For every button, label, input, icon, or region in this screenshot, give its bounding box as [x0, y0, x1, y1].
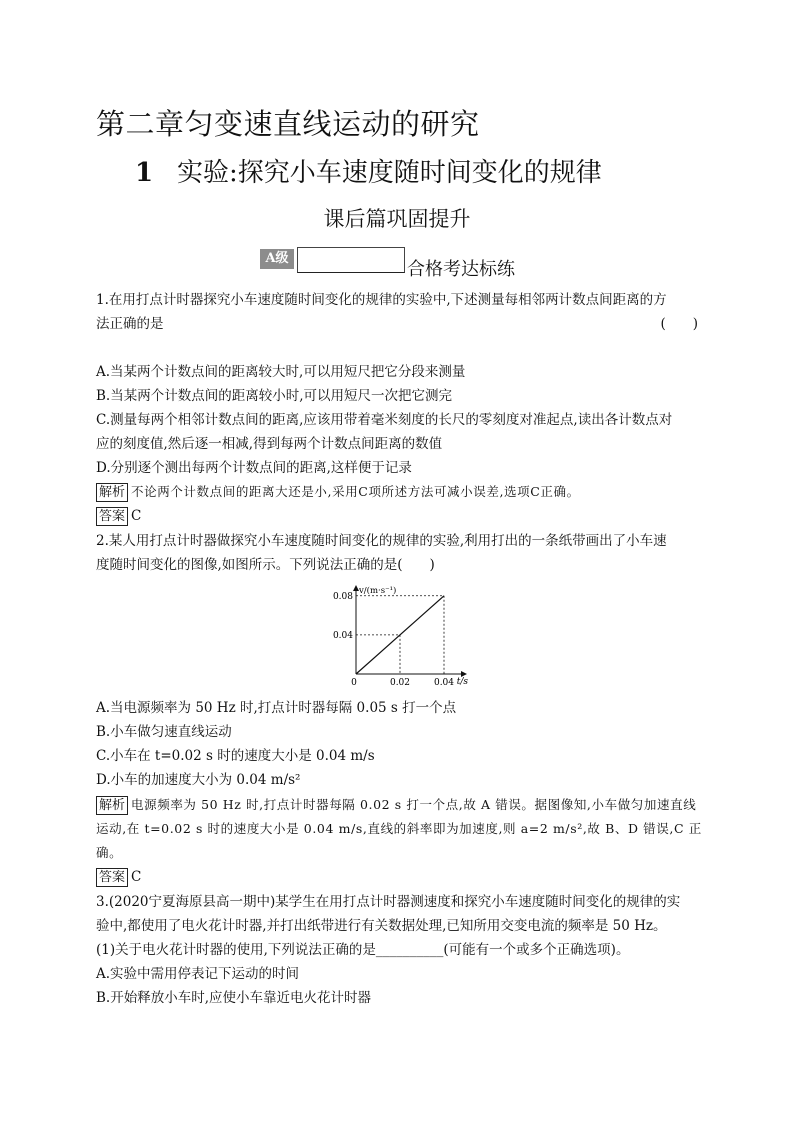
q1-option-a: A.当某两个计数点间的距离较大时,可以用短尺把它分段来测量	[96, 364, 466, 380]
q2-answer-value: C	[131, 869, 142, 885]
section-title: 实验:探究小车速度随时间变化的规律	[177, 158, 602, 188]
q2-option-b: B.小车做匀速直线运动	[96, 724, 232, 740]
q3-option-b: B.开始释放小车时,应使小车靠近电火花计时器	[96, 990, 372, 1006]
level-badge: A级	[260, 249, 294, 269]
q1-answer-value: C	[131, 508, 142, 524]
q3-option-a: A.实验中需用停表记下运动的时间	[96, 966, 300, 982]
q1-option-b: B.当某两个计数点间的距离较小时,可以用短尺一次把它测完	[96, 388, 453, 404]
q1-stem-line2: 法正确的是	[96, 316, 164, 332]
q3-stem-line2: 验中,都使用了电火花计时器,并打出纸带进行有关数据处理,已知所用交变电流的频率是 50 Hz。	[96, 918, 667, 934]
q2-option-d: D.小车的加速度大小为 0.04 m/s²	[96, 772, 301, 788]
q1-option-c-line1: C.测量每两个相邻计数点间的距离,应该用带着毫米刻度的长尺的零刻度对准起点,读出各计数点对	[96, 412, 673, 428]
q2-analysis-text-1: 电源频率为 50 Hz 时,打点计时器每隔 0.02 s 打一个点,故 A 错误。据图像知,小车做匀加速直线	[131, 797, 697, 812]
section-number: 1	[135, 158, 154, 188]
q3-sub1: (1)关于电火花计时器的使用,下列说法正确的是__________(可能有一个或多个正确选项)。	[96, 942, 630, 958]
q3-stem-line1: 3.(2020宁夏海原县高一期中)某学生在用打点计时器测速度和探究小车速度随时间变化的规律的实	[96, 894, 681, 910]
page-subtitle: 课后篇巩固提升	[323, 207, 471, 231]
q1-answer-paren: ( )	[660, 316, 698, 332]
chapter-title: 第二章匀变速直线运动的研究	[96, 107, 480, 141]
analysis-tag: 解析	[96, 796, 128, 815]
q1-stem-line1: 1.在用打点计时器探究小车速度随时间变化的规律的实验中,下述测量每相邻两计数点间距离的方	[96, 292, 667, 308]
q2-option-a: A.当电源频率为 50 Hz 时,打点计时器每隔 0.05 s 打一个点	[96, 700, 457, 716]
y-tick-label: 0.04	[332, 630, 353, 641]
q1-analysis-text: 不论两个计数点间的距离大还是小,采用C项所述方法可减小误差,选项C正确。	[131, 484, 580, 499]
y-axis-label: v/(m·s⁻¹)	[359, 586, 397, 596]
vt-chart	[328, 580, 468, 690]
level-box	[297, 247, 405, 273]
q2-answer	[96, 865, 141, 889]
level-label: 合格考达标练	[407, 259, 515, 280]
x-tick-label: 0.02	[389, 678, 411, 688]
x-tick-label: 0.04	[433, 678, 455, 688]
origin-label: 0	[351, 678, 357, 688]
analysis-tag: 解析	[96, 483, 128, 502]
q1-option-d: D.分别逐个测出每两个计数点间的距离,这样便于记录	[96, 460, 412, 476]
y-tick-label: 0.08	[332, 591, 353, 602]
q2-analysis-line3: 确。	[96, 845, 123, 860]
answer-tag: 答案	[96, 507, 128, 526]
section-heading	[135, 152, 602, 189]
x-axis-label: t/s	[456, 677, 468, 687]
answer-tag: 答案	[96, 868, 128, 887]
q2-stem-line2: 度随时间变化的图像,如图所示。下列说法正确的是( )	[96, 557, 435, 573]
q2-stem-line1: 2.某人用打点计时器做探究小车速度随时间变化的规律的实验,利用打出的一条纸带画出了小车速	[96, 533, 667, 549]
q1-option-c-line2: 应的刻度值,然后逐一相减,得到每两个计数点间距离的数值	[96, 436, 443, 452]
q1-answer	[96, 504, 141, 528]
q1-stem-line2-row	[96, 312, 698, 336]
q1-analysis	[96, 480, 580, 504]
q2-analysis-line2: 运动,在 t=0.02 s 时的速度大小是 0.04 m/s,直线的斜率即为加速度,则 a=2 m/s²,故 B、D 错误,C 正	[96, 821, 702, 836]
q2-option-c: C.小车在 t=0.02 s 时的速度大小是 0.04 m/s	[96, 748, 375, 764]
q2-analysis-line1	[96, 793, 696, 817]
